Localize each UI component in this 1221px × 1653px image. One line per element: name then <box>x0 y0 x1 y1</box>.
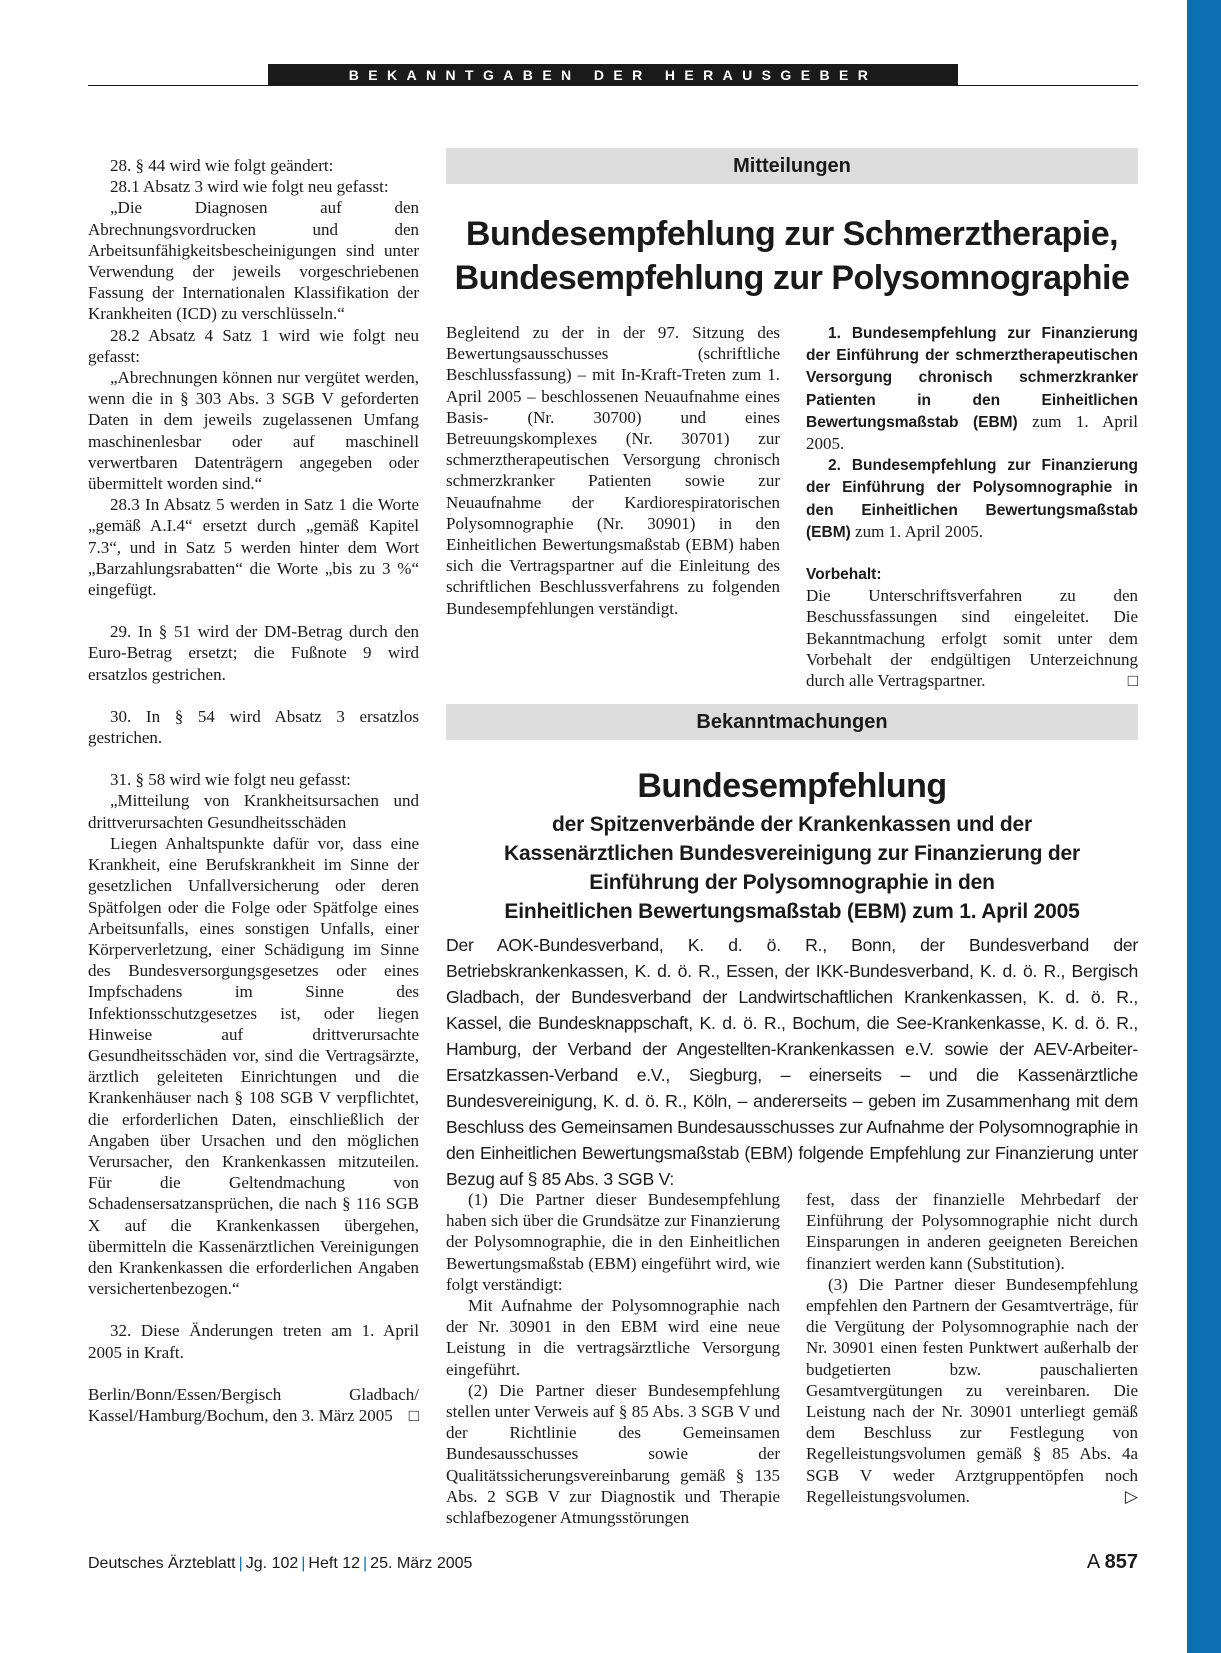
item-bold-text: 2. Bundesempfehlung zur Finanzierung der Einführung der Polysomnographie in den Einheitlichen Bewertungsmaßstab (EBM) <box>806 457 1138 541</box>
signature-text: Berlin/Bonn/Essen/Bergisch Gladbach/ Kassel/Hamburg/Bochum, den 3. März 2005 <box>88 1384 419 1425</box>
section-bar-mitteilungen <box>446 148 1138 184</box>
paragraph-last <box>806 1274 1138 1507</box>
item-text: zum 1. April 2005. <box>806 411 1138 454</box>
paragraph: „Mitteilung von Krankheitsursachen und drittverursachten Gesundheitsschäden <box>88 791 419 832</box>
footer-citation <box>88 1555 472 1573</box>
mitteilungen-items-column <box>806 322 1138 691</box>
footer-separator: | <box>363 1555 368 1572</box>
subtitle-line: Kassenärztlichen Bundesvereinigung zur Finanzierung der <box>504 842 1080 865</box>
paragraph: fest, dass der finanzielle Mehrbedarf der Einführung der Polysomnographie nicht durch Einsparungen in anderen geeigneten Bereichen finanziert werden kann (Substitution). <box>806 1190 1138 1273</box>
vorbehalt-heading: Vorbehalt: <box>806 566 882 584</box>
page-prefix: A <box>1086 1551 1100 1573</box>
section-label: Bekanntmachungen <box>696 710 888 733</box>
subtitle-line: der Spitzenverbände der Krankenkassen und der <box>552 813 1032 836</box>
footer-separator: | <box>301 1555 306 1572</box>
paragraph-text: (3) Die Partner dieser Bundesempfehlung empfehlen den Partnern der Gesamtverträge, für die Vergütung der Polysomnographie nach der Nr. 30901 einen festen Punktwert außerhalb der budgetierten bzw. pauschalierten Gesamtvergütungen zu vereinbaren. Die Leistung nach der Nr. 30901 unterliegt gemäß dem Beschluss zur Festlegung von Regelleistungsvolumen gemäß § 85 Abs. 4a SGB V weder Arztgruppentöpfen noch Regelleistungsvolumen. <box>806 1274 1138 1506</box>
section-bar-bekanntmachungen <box>446 704 1138 740</box>
title-line: Bundesempfehlung zur Schmerztherapie, <box>465 215 1119 253</box>
bekanntmachungen-left-column <box>446 1189 780 1528</box>
article-title-mitteilungen <box>446 212 1138 300</box>
paragraph: 28.1 Absatz 3 wird wie folgt neu gefasst: <box>110 177 389 197</box>
end-of-article-box-icon: □ <box>408 1405 419 1425</box>
end-of-article-box-icon: □ <box>1127 671 1138 691</box>
header-band-label: BEKANNTGABEN DER HERAUSGEBER <box>348 67 878 83</box>
page-number <box>1087 1551 1138 1574</box>
title-line: Bundesempfehlung zur Polysomnographie <box>454 259 1130 297</box>
signature-line <box>88 1384 419 1426</box>
header-band <box>268 64 958 86</box>
paragraph: 28.3 In Absatz 5 werden in Satz 1 die Worte „gemäß A.I.4“ ersetzt durch „gemäß Kapitel 7.3“, und in Satz 5 werden hinter dem Wort „Barzahlungsrabatten“ die Worte „bis zu 3 %“ eingefügt. <box>88 495 419 600</box>
paragraph: „Abrechnungen können nur vergütet werden, wenn die in § 303 Abs. 3 SGB V geforderten Daten in dem jeweils zugelassenen Umfang maschinenlesbar oder auf maschinell verwertbaren Datenträgern angegeben oder übermittelt worden sind.“ <box>88 368 419 494</box>
item-bold-text: 1. Bundesempfehlung zur Finanzierung der Einführung der schmerztherapeutischen Versorgung chronisch schmerzkranker Patienten in den Einheitlichen Bewertungsmaßstab (EBM) <box>806 325 1138 431</box>
article-subtitle <box>446 810 1138 926</box>
subtitle-line: Einführung der Polysomnographie in den <box>589 871 995 894</box>
paragraph: 32. Diese Änderungen treten am 1. April 2005 in Kraft. <box>88 1321 419 1362</box>
section-label: Mitteilungen <box>733 154 851 177</box>
item-text: zum 1. April 2005. <box>850 521 983 541</box>
journal-date: 25. März 2005 <box>370 1555 473 1572</box>
vorbehalt-paragraph <box>806 585 1138 691</box>
paragraph: „Die Diagnosen auf den Abrechnungsvordrucken und den Arbeitsunfähigkeitsbescheinigungen sind unter Verwendung der jeweils vorgeschriebenen Fassung der Internationalen Klassifikation der Krankheiten (ICD) zu verschlüsseln.“ <box>88 198 419 324</box>
recommendation-item-1 <box>806 322 1138 454</box>
paragraph: 29. In § 51 wird der DM-Betrag durch den Euro-Betrag ersetzt; die Fußnote 9 wird ersatzlos gestrichen. <box>88 622 419 684</box>
paragraph: 31. § 58 wird wie folgt neu gefasst: <box>110 770 351 790</box>
page-number-value: 857 <box>1104 1551 1138 1573</box>
article-title-bekanntmachungen: Bundesempfehlung <box>637 767 947 805</box>
journal-volume: Jg. 102 <box>245 1555 299 1572</box>
paragraph: (1) Die Partner dieser Bundesempfehlung haben sich über die Grundsätze zur Finanzierung der Polysomnographie, die in den Einheitlichen Bewertungsmaßstab (EBM) eingeführt wird, wie folgt verständigt: <box>446 1190 780 1294</box>
paragraph: Liegen Anhaltspunkte dafür vor, dass eine Krankheit, eine Berufskrankheit im Sinne der gesetzlichen Unfallversicherung oder deren Spätfolgen oder die Folge oder Spätfolge eines Arbeitsunfalls, eines sonstigen Unfalls, einer Körperverletzung, einer Schädigung im Sinne des Bundesversorgungsgesetzes oder eines Impfschadens im Sinne des Infektionsschutzgesetzes ist, oder liegen Hinweise auf drittverursachte Gesundheitsschäden vor, sind die Vertragsärzte, ärztlich geleiteten Einrichtungen und die Krankenhäuser nach § 108 SGB V verpflichtet, die erforderlichen Daten, einschließlich der Angaben über Ursachen und den möglichen Verursacher, den Krankenkassen mitzuteilen. Für die Geltendmachung von Schadensersatzansprüchen, die nach § 116 SGB X auf die Krankenkassen übergehen, übermitteln die Kassenärztlichen Vereinigungen den Krankenkassen die erforderlichen Angaben versichertenbezogen.“ <box>88 833 419 1299</box>
journal-issue: Heft 12 <box>308 1555 361 1572</box>
subtitle-line: Einheitlichen Bewertungsmaßstab (EBM) zum 1. April 2005 <box>504 900 1080 923</box>
paragraph: 30. In § 54 wird Absatz 3 ersatzlos gestrichen. <box>88 706 419 748</box>
blue-sidebar-bar <box>1187 0 1221 1653</box>
paragraph: Mit Aufnahme der Polysomnographie nach der Nr. 30901 in den EBM wird eine neue Leistung in die vertragsärztliche Versorgung eingeführt. <box>446 1296 780 1379</box>
paragraph: 28.2 Absatz 4 Satz 1 wird wie folgt neu gefasst: <box>88 325 419 366</box>
paragraph: (2) Die Partner dieser Bundesempfehlung stellen unter Verweis auf § 85 Abs. 3 SGB V und der Richtlinie des Gemeinsamen Bundesausschusses sowie der Qualitätssicherungsvereinbarung gemäß § 135 Abs. 2 SGB V zur Diagnostik und Therapie schlafbezogener Atmungsstörungen <box>446 1380 780 1528</box>
journal-name: Deutsches Ärzteblatt <box>88 1555 236 1572</box>
bekanntmachungen-right-column <box>806 1189 1138 1507</box>
left-column <box>88 155 419 1426</box>
paragraph: 28. § 44 wird wie folgt geändert: <box>110 156 334 175</box>
paragraph: Begleitend zu der in der 97. Sitzung des Bewertungsausschusses (schriftliche Beschlussfassung) – mit In-Kraft-Treten zum 1. April 2005 – beschlossenen Neuaufnahme eines Basis- (Nr. 30700) und eines Betreuungskomplexes (Nr. 30701) zur schmerztherapeutischen Versorgung chronisch schmerzkranker Patienten sowie zur Neuaufnahme der Kardiorespiratorischen Polysomnographie (Nr. 30901) in den Einheitlichen Bewertungsmaßstab (EBM) haben sich die Vertragspartner auf die Einleitung des schriftlichen Beschlussverfahrens zu folgenden Bundesempfehlungen verständigt. <box>446 323 780 618</box>
vorbehalt-text: Die Unterschriftsverfahren zu den Beschussfassungen sind eingeleitet. Die Bekanntmachung erfolgt somit unter dem Vorbehalt der endgültigen Unterzeichnung durch alle Vertragspartner. <box>806 586 1138 691</box>
footer-separator: | <box>238 1555 243 1572</box>
header-rule <box>88 85 1138 86</box>
bekanntmachungen-intro: Der AOK-Bundesverband, K. d. ö. R., Bonn, der Bundesverband der Betriebskrankenkassen, K. d. ö. R., Essen, der IKK-Bundesverband, K. d. ö. R., Bergisch Gladbach, der Bundesverband der Landwirtschaftlichen Krankenkassen, K. d. ö. R., Kassel, die Bundesknappschaft, K. d. ö. R., Bochum, die See-Krankenkasse, K. d. ö. R., Hamburg, der Verband der Angestellten-Krankenkassen e.V. sowie der AEV-Arbeiter-Ersatzkassen-Verband e.V., Siegburg, – einerseits – und die Kassenärztliche Bundesvereinigung, K. d. ö. R., Köln, – andererseits – geben im Zusammenhang mit dem Beschluss des Gemeinsamen Bundesausschusses zur Aufnahme der Polysomnographie in den Einheitlichen Bewertungsmaßstab (EBM) folgende Empfehlung zur Finanzierung unter Bezug auf § 85 Abs. 3 SGB V: <box>446 935 1138 1189</box>
recommendation-item-2 <box>806 454 1138 543</box>
mitteilungen-intro-column <box>446 322 780 619</box>
continue-arrow-icon: ▷ <box>1124 1486 1138 1506</box>
